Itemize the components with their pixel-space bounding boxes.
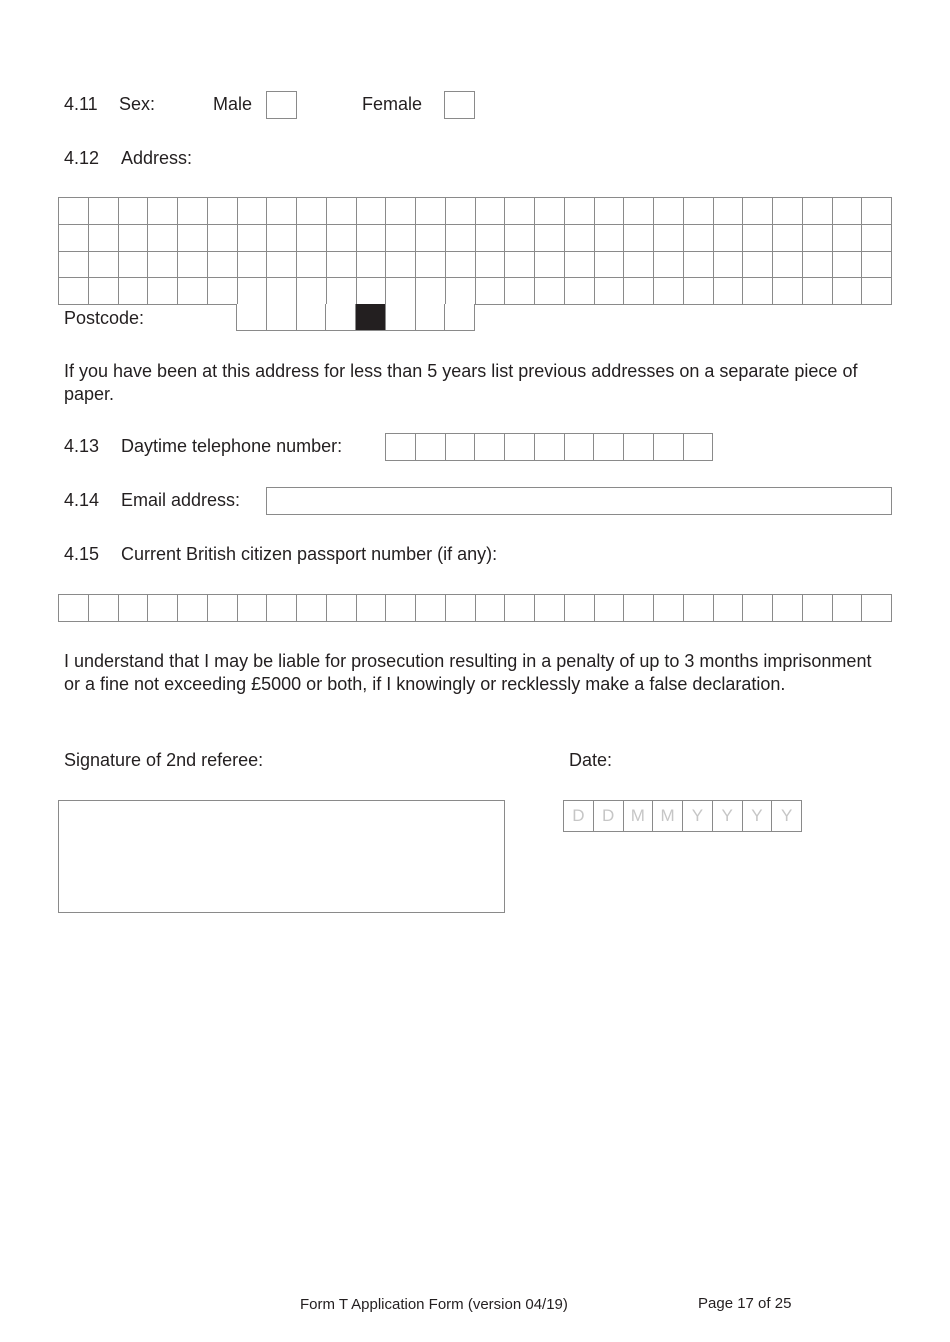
address-char-cell[interactable] — [833, 252, 863, 279]
postcode-char-cell-separator — [356, 304, 386, 331]
date-digit-cell[interactable]: Y — [743, 801, 773, 832]
question-number: 4.15 — [64, 544, 100, 564]
address-char-cell[interactable] — [624, 225, 654, 252]
address-char-cell[interactable] — [654, 252, 684, 279]
address-char-cell[interactable] — [773, 198, 803, 225]
address-char-cell[interactable] — [684, 198, 714, 225]
passport-char-cell[interactable] — [208, 595, 238, 622]
address-char-cell[interactable] — [148, 198, 178, 225]
passport-char-cell[interactable] — [357, 595, 387, 622]
address-char-cell[interactable] — [743, 278, 773, 305]
passport-char-cell[interactable] — [624, 595, 654, 622]
passport-char-cell[interactable] — [89, 595, 119, 622]
email-field[interactable] — [266, 487, 892, 515]
address-char-cell[interactable] — [803, 198, 833, 225]
passport-char-cell[interactable] — [803, 595, 833, 622]
address-char-cell[interactable] — [59, 198, 89, 225]
passport-char-cell[interactable] — [178, 595, 208, 622]
address-char-cell[interactable] — [208, 198, 238, 225]
address-char-cell[interactable] — [148, 225, 178, 252]
passport-char-cell[interactable] — [684, 595, 714, 622]
passport-char-cell[interactable] — [476, 595, 506, 622]
address-char-cell[interactable] — [505, 225, 535, 252]
address-char-cell[interactable] — [862, 278, 892, 305]
address-char-cell[interactable] — [862, 225, 892, 252]
address-char-cell[interactable] — [208, 278, 238, 305]
address-char-cell[interactable] — [89, 278, 119, 305]
address-char-cell[interactable] — [386, 225, 416, 252]
address-char-cell[interactable] — [148, 278, 178, 305]
address-char-cell[interactable] — [59, 225, 89, 252]
address-char-cell[interactable] — [267, 225, 297, 252]
passport-char-cell[interactable] — [446, 595, 476, 622]
address-char-cell[interactable] — [178, 198, 208, 225]
address-char-cell[interactable] — [743, 198, 773, 225]
address-char-cell[interactable] — [624, 252, 654, 279]
address-char-cell[interactable] — [476, 198, 506, 225]
address-char-cell[interactable] — [773, 278, 803, 305]
date-digit-cell[interactable]: Y — [772, 801, 802, 832]
address-char-cell[interactable] — [833, 278, 863, 305]
postcode-grid[interactable] — [236, 304, 475, 331]
address-char-cell[interactable] — [386, 198, 416, 225]
address-char-cell[interactable] — [714, 252, 744, 279]
address-char-cell[interactable] — [148, 252, 178, 279]
address-char-cell[interactable] — [416, 225, 446, 252]
address-char-cell[interactable] — [505, 278, 535, 305]
address-char-cell[interactable] — [595, 225, 625, 252]
address-char-cell[interactable] — [565, 278, 595, 305]
address-char-cell[interactable] — [624, 278, 654, 305]
date-label: Date: — [569, 750, 613, 770]
address-char-cell[interactable] — [178, 225, 208, 252]
address-char-cell[interactable] — [505, 198, 535, 225]
address-char-cell[interactable] — [416, 252, 446, 279]
date-digit-cell[interactable]: D — [564, 801, 594, 832]
address-char-cell[interactable] — [327, 198, 357, 225]
telephone-digit-cell[interactable] — [446, 434, 476, 461]
footer-form-name: Form T Application Form (version 04/19) — [300, 1296, 568, 1313]
address-char-cell[interactable] — [357, 252, 387, 279]
address-char-cell[interactable] — [327, 225, 357, 252]
postcode-char-cell[interactable] — [237, 304, 267, 331]
passport-char-cell[interactable] — [862, 595, 892, 622]
address-char-cell[interactable] — [535, 278, 565, 305]
date-digit-cell[interactable]: M — [653, 801, 683, 832]
address-grid[interactable] — [58, 197, 892, 305]
passport-char-cell[interactable] — [148, 595, 178, 622]
address-char-cell[interactable] — [833, 198, 863, 225]
address-char-cell[interactable] — [89, 225, 119, 252]
telephone-digit-cell[interactable] — [624, 434, 654, 461]
passport-char-cell[interactable] — [119, 595, 149, 622]
address-char-cell[interactable] — [684, 278, 714, 305]
address-char-cell[interactable] — [327, 252, 357, 279]
address-char-cell[interactable] — [297, 225, 327, 252]
telephone-digit-cell[interactable] — [475, 434, 505, 461]
address-char-cell[interactable] — [297, 252, 327, 279]
address-char-cell[interactable] — [59, 252, 89, 279]
telephone-digit-cell[interactable] — [505, 434, 535, 461]
passport-char-cell[interactable] — [773, 595, 803, 622]
date-grid[interactable] — [563, 800, 802, 832]
address-char-cell[interactable] — [357, 225, 387, 252]
passport-char-cell[interactable] — [833, 595, 863, 622]
address-char-cell[interactable] — [238, 198, 268, 225]
telephone-digit-cell[interactable] — [386, 434, 416, 461]
address-char-cell[interactable] — [803, 278, 833, 305]
address-char-cell[interactable] — [714, 198, 744, 225]
date-digit-cell[interactable]: M — [624, 801, 654, 832]
signature-box[interactable] — [58, 800, 505, 913]
address-char-cell[interactable] — [178, 278, 208, 305]
passport-grid[interactable] — [58, 594, 892, 622]
address-char-cell[interactable] — [684, 252, 714, 279]
address-char-cell[interactable] — [565, 225, 595, 252]
address-char-cell[interactable] — [267, 252, 297, 279]
address-char-cell[interactable] — [476, 252, 506, 279]
signature-label: Signature of 2nd referee: — [64, 750, 264, 770]
address-char-cell[interactable] — [446, 252, 476, 279]
passport-char-cell[interactable] — [327, 595, 357, 622]
address-char-cell[interactable] — [238, 225, 268, 252]
address-char-cell[interactable] — [119, 198, 149, 225]
address-char-cell[interactable] — [446, 278, 476, 305]
postcode-char-cell[interactable] — [416, 304, 446, 331]
address-char-cell[interactable] — [862, 198, 892, 225]
passport-char-cell[interactable] — [416, 595, 446, 622]
address-char-cell[interactable] — [178, 252, 208, 279]
address-char-cell[interactable] — [238, 278, 268, 305]
passport-char-cell[interactable] — [714, 595, 744, 622]
address-char-cell[interactable] — [416, 278, 446, 305]
address-char-cell[interactable] — [119, 278, 149, 305]
address-char-cell[interactable] — [535, 198, 565, 225]
male-checkbox[interactable] — [266, 91, 297, 119]
passport-char-cell[interactable] — [297, 595, 327, 622]
address-char-cell[interactable] — [595, 198, 625, 225]
address-char-cell[interactable] — [119, 225, 149, 252]
postcode-char-cell[interactable] — [267, 304, 297, 331]
passport-char-cell[interactable] — [595, 595, 625, 622]
question-number: 4.11 — [64, 94, 98, 114]
address-char-cell[interactable] — [624, 198, 654, 225]
telephone-digit-cell[interactable] — [684, 434, 714, 461]
address-char-cell[interactable] — [446, 225, 476, 252]
address-label: Address: — [121, 148, 193, 168]
address-char-cell[interactable] — [267, 198, 297, 225]
address-char-cell[interactable] — [773, 225, 803, 252]
address-char-cell[interactable] — [803, 252, 833, 279]
address-char-cell[interactable] — [714, 225, 744, 252]
address-char-cell[interactable] — [238, 252, 268, 279]
address-char-cell[interactable] — [416, 198, 446, 225]
address-char-cell[interactable] — [476, 278, 506, 305]
passport-char-cell[interactable] — [743, 595, 773, 622]
address-char-cell[interactable] — [714, 278, 744, 305]
passport-char-cell[interactable] — [267, 595, 297, 622]
date-digit-cell[interactable]: Y — [683, 801, 713, 832]
address-char-cell[interactable] — [208, 252, 238, 279]
telephone-digit-cell[interactable] — [594, 434, 624, 461]
address-char-cell[interactable] — [595, 252, 625, 279]
male-option-label: Male — [213, 94, 253, 114]
address-char-cell[interactable] — [803, 225, 833, 252]
female-checkbox[interactable] — [444, 91, 475, 119]
passport-char-cell[interactable] — [59, 595, 89, 622]
address-char-cell[interactable] — [59, 278, 89, 305]
address-char-cell[interactable] — [654, 225, 684, 252]
footer-page-number: Page 17 of 25 — [698, 1295, 792, 1312]
address-char-cell[interactable] — [386, 252, 416, 279]
postcode-char-cell[interactable] — [445, 304, 475, 331]
telephone-digit-cell[interactable] — [416, 434, 446, 461]
postcode-char-cell[interactable] — [386, 304, 416, 331]
email-label: Email address: — [121, 490, 241, 510]
address-char-cell[interactable] — [743, 225, 773, 252]
question-number: 4.13 — [64, 436, 100, 456]
address-char-cell[interactable] — [654, 198, 684, 225]
address-char-cell[interactable] — [476, 225, 506, 252]
postcode-char-cell[interactable] — [297, 304, 327, 331]
address-char-cell[interactable] — [446, 198, 476, 225]
address-char-cell[interactable] — [595, 278, 625, 305]
address-char-cell[interactable] — [357, 278, 387, 305]
address-char-cell[interactable] — [208, 225, 238, 252]
passport-char-cell[interactable] — [386, 595, 416, 622]
address-char-cell[interactable] — [684, 225, 714, 252]
address-char-cell[interactable] — [386, 278, 416, 305]
telephone-label: Daytime telephone number: — [121, 436, 343, 456]
address-char-cell[interactable] — [89, 252, 119, 279]
address-char-cell[interactable] — [833, 225, 863, 252]
address-char-cell[interactable] — [119, 252, 149, 279]
address-char-cell[interactable] — [535, 252, 565, 279]
date-digit-cell[interactable]: Y — [713, 801, 743, 832]
female-option-label: Female — [362, 94, 423, 114]
address-char-cell[interactable] — [743, 252, 773, 279]
question-number: 4.12 — [64, 148, 100, 168]
telephone-digit-cell[interactable] — [654, 434, 684, 461]
address-char-cell[interactable] — [565, 252, 595, 279]
address-char-cell[interactable] — [654, 278, 684, 305]
passport-char-cell[interactable] — [654, 595, 684, 622]
sex-label: Sex: — [119, 94, 156, 114]
address-char-cell[interactable] — [535, 225, 565, 252]
passport-label: Current British citizen passport number (if any): — [121, 544, 498, 564]
telephone-grid[interactable] — [385, 433, 713, 461]
address-char-cell[interactable] — [357, 198, 387, 225]
telephone-digit-cell[interactable] — [565, 434, 595, 461]
declaration-text: I understand that I may be liable for prosecution resulting in a penalty of up to 3 months imprisonment or a fine not exceeding £5000 or both, if I knowingly or recklessly make a false declaration. — [64, 651, 872, 694]
passport-char-cell[interactable] — [565, 595, 595, 622]
address-char-cell[interactable] — [297, 198, 327, 225]
postcode-label: Postcode: — [64, 308, 145, 328]
address-char-cell[interactable] — [565, 198, 595, 225]
postcode-char-cell[interactable] — [326, 304, 356, 331]
passport-char-cell[interactable] — [535, 595, 565, 622]
address-char-cell[interactable] — [327, 278, 357, 305]
date-digit-cell[interactable]: D — [594, 801, 624, 832]
telephone-digit-cell[interactable] — [535, 434, 565, 461]
address-char-cell[interactable] — [267, 278, 297, 305]
passport-char-cell[interactable] — [505, 595, 535, 622]
question-number: 4.14 — [64, 490, 100, 510]
address-char-cell[interactable] — [505, 252, 535, 279]
address-note: If you have been at this address for less than 5 years list previous addresses on a separate piece of paper. — [64, 361, 858, 404]
address-char-cell[interactable] — [773, 252, 803, 279]
address-char-cell[interactable] — [89, 198, 119, 225]
address-char-cell[interactable] — [862, 252, 892, 279]
address-char-cell[interactable] — [297, 278, 327, 305]
passport-char-cell[interactable] — [238, 595, 268, 622]
